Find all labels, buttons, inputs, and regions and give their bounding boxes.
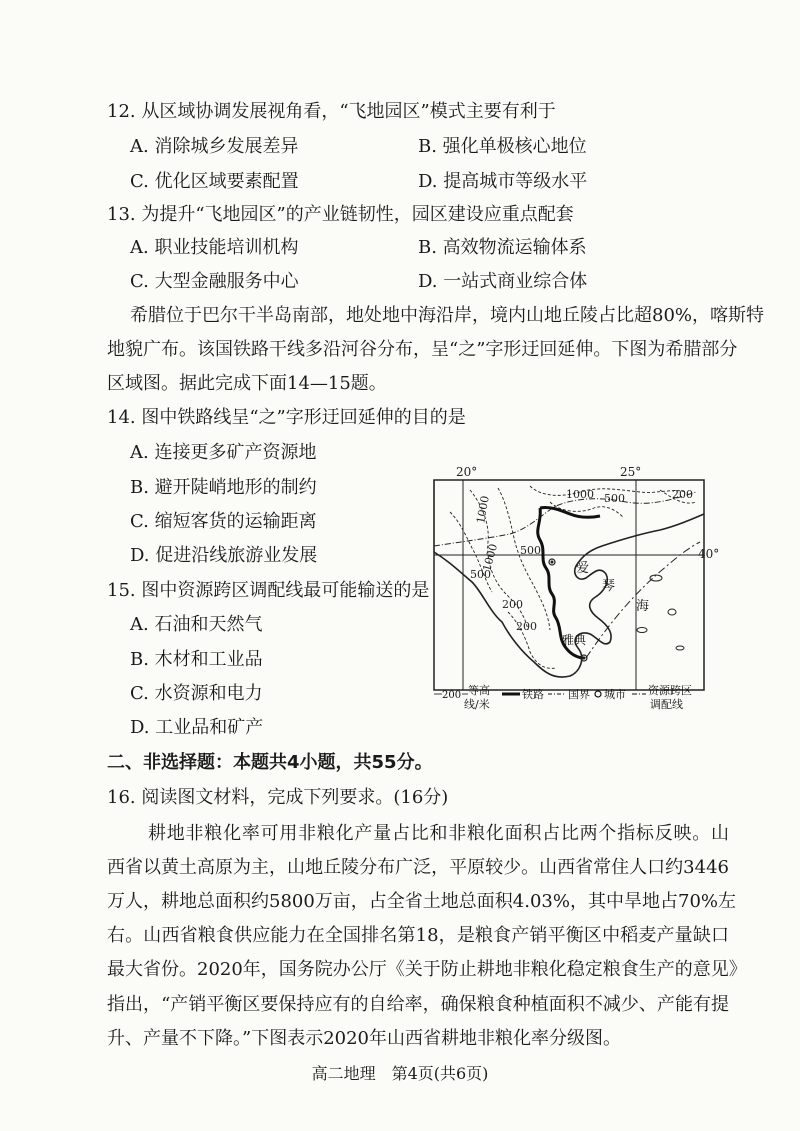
contour-label: 200 — [516, 620, 537, 633]
contour-label: 200 — [502, 598, 523, 611]
q13-option-c: C. 大型金融服务中心 — [130, 271, 299, 292]
contour-label: 500 — [520, 544, 541, 557]
city-marker-dot — [551, 561, 553, 563]
island — [650, 575, 662, 581]
greece-map — [410, 462, 730, 722]
contour-label: 200 — [672, 488, 693, 501]
railway-branch — [540, 507, 600, 517]
athens-label: 雅典 — [562, 633, 587, 647]
contour-label: 500 — [604, 492, 625, 505]
legend-railway: 铁路 — [522, 688, 544, 701]
q12-option-a: A. 消除城乡发展差异 — [130, 136, 299, 157]
contour-label: 1000 — [474, 494, 492, 525]
q14-option-d: D. 促进沿线旅游业发展 — [130, 545, 318, 566]
athens-marker-dot — [583, 657, 585, 659]
q16-para-line-7: 升、产量不下降。”下图表示2020年山西省耕地非粮化率分级图。 — [107, 1028, 622, 1049]
q12-option-d: D. 提高城市等级水平 — [418, 171, 588, 192]
q14-option-a: A. 连接更多矿产资源地 — [130, 442, 317, 463]
q12-option-b: B. 强化单极核心地位 — [418, 136, 587, 157]
q15-option-c: C. 水资源和电力 — [130, 683, 263, 704]
q12-stem: 12. 从区域协调发展视角看，“飞地园区”模式主要有利于 — [107, 101, 556, 122]
island — [676, 646, 684, 650]
contour-label: 1000 — [480, 542, 501, 573]
legend-city: 城市 — [604, 688, 626, 701]
page-footer: 高二地理 第4页(共6页) — [311, 1064, 489, 1083]
island — [668, 609, 676, 615]
q15-option-a: A. 石油和天然气 — [130, 614, 263, 635]
sea-label-hai: 海 — [636, 599, 650, 614]
legend-contour-sample: 200 — [442, 690, 462, 701]
q16-para-line-3: 万人，耕地总面积约5800万亩，占全省土地总面积4.03%，其中旱地占70%左 — [107, 891, 736, 912]
q16-para-line-6: 指出，“产销平衡区要保持应有的自给率，确保粮食种植面积不减少、产能有提 — [107, 994, 729, 1015]
intro-line-2: 地貌广布。该国铁路干线多沿河谷分布，呈“之”字形迂回延伸。下图为希腊部分 — [107, 339, 738, 360]
q16-para-line-2: 西省以黄土高原为主，山地丘陵分布广泛，平原较少。山西省常住人口约3446 — [107, 857, 729, 878]
island — [637, 628, 647, 633]
lat-label: 40° — [698, 547, 720, 561]
legend-transfer-2: 调配线 — [650, 698, 683, 711]
legend-contour-label-1: 等高 — [468, 684, 490, 697]
q16-para-line-1: 耕地非粮化率可用非粮化产量占比和非粮化面积占比两个指标反映。山 — [148, 823, 729, 844]
legend-border: 国界 — [568, 688, 590, 701]
legend-city-swatch — [595, 691, 601, 697]
legend-contour-label-2: 线/米 — [464, 698, 490, 711]
q16-stem: 16. 阅读图文材料，完成下列要求。(16分) — [107, 787, 449, 808]
q15-option-b: B. 木材和工业品 — [130, 649, 263, 670]
q14-stem: 14. 图中铁路线呈“之”字形迂回延伸的目的是 — [107, 407, 466, 428]
sea-label-ai: 爱 — [576, 561, 590, 576]
q16-para-line-4: 右。山西省粮食供应能力在全国排名第18，是粮食产销平衡区中稻麦产量缺口 — [107, 925, 729, 946]
q13-option-b: B. 高效物流运输体系 — [418, 237, 587, 258]
lon-label-right: 25° — [620, 465, 642, 479]
lon-label-left: 20° — [456, 465, 478, 479]
q13-option-a: A. 职业技能培训机构 — [130, 237, 299, 258]
q15-option-d: D. 工业品和矿产 — [130, 717, 264, 738]
intro-line-3: 区域图。据此完成下面14—15题。 — [107, 373, 387, 394]
q14-option-b: B. 避开陡峭地形的制约 — [130, 477, 317, 498]
q14-option-c: C. 缩短客货的运输距离 — [130, 511, 317, 532]
national-border — [434, 492, 696, 546]
map-legend — [434, 683, 692, 711]
q13-stem: 13. 为提升“飞地园区”的产业链韧性，园区建设应重点配套 — [107, 204, 574, 225]
contour-label: 500 — [470, 568, 491, 581]
q16-para-line-5: 最大省份。2020年，国务院办公厅《关于防止耕地非粮化稳定粮食生产的意见》 — [107, 959, 747, 980]
sea-label-qin: 琴 — [602, 579, 616, 594]
legend-transfer-1: 资源跨区 — [648, 684, 692, 697]
q15-stem: 15. 图中资源跨区调配线最可能输送的是 — [107, 580, 430, 601]
q13-option-d: D. 一站式商业综合体 — [418, 271, 588, 292]
section-2-heading: 二、非选择题：本题共4小题，共55分。 — [107, 752, 433, 773]
contour-label: 1000 — [566, 488, 594, 501]
q12-option-c: C. 优化区域要素配置 — [130, 171, 299, 192]
intro-line-1: 希腊位于巴尔干半岛南部，地处地中海沿岸，境内山地丘陵占比超80%，喀斯特 — [130, 305, 765, 326]
